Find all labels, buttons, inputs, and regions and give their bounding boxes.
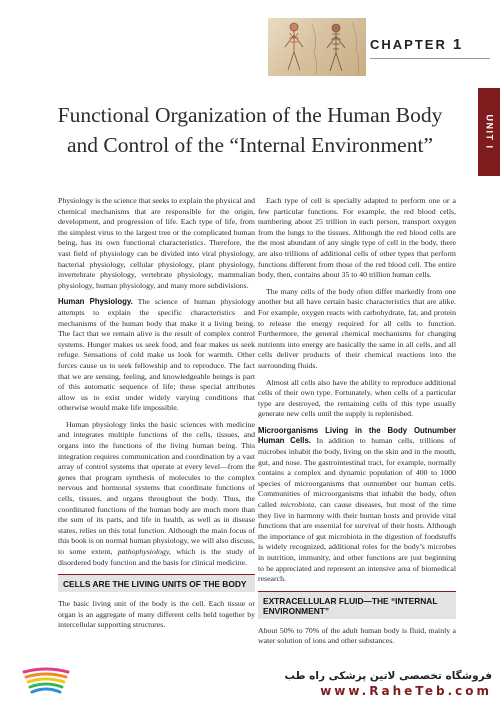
unit-tab: [478, 88, 500, 176]
chapter-word: CHAPTER: [370, 36, 447, 52]
left-column: [58, 196, 255, 664]
page-title: Functional Organization of the Human Body and Control of the “Internal Environment”: [57, 103, 443, 157]
human-physiology-heading: Human Physiology.: [58, 297, 133, 307]
microorganisms-heading: Microorganisms Living in the Body Outnumber Human Cells.: [258, 425, 456, 446]
intro-paragraph: Physiology is the science that seeks to explain the physical and chemical mechanisms that are responsible for the origin, development, and progression of life. Each type of life, from the simplest virus to the largest tree or the complicated human being, has its own functional characteristics. Therefore, the vast field of physiology can be divided into viral physiology, bacterial physiology, cellular physiology, plant physiology, invertebrate physiology, vertebrate physiology, mammalian physiology, human physiology, and many more subdivisions.: [58, 196, 255, 290]
unit-tab-label: UNIT I: [484, 114, 494, 150]
microorganisms-text-b: can cause diseases, but most of the time they live in harmony with their human hosts and provide vital functions that are essential for survival of their hosts. Although the importance of gut microbiota in the digestion of foodstuffs is widely recognized, additional roles for the body’s microbes in nutrition, immunity, and other functions are just beginning to be appreciated and represent an intensive area of biomedical research.: [258, 500, 456, 584]
store-title: فروشگاه تخصصی لاتین پزشکی راه طب: [284, 670, 492, 682]
chapter-number: 1: [452, 35, 464, 53]
microbiota-term: microbiota,: [280, 500, 317, 510]
right-column: [258, 196, 456, 664]
integration-text-b: which is the study of disordered body function and the basis for clinical medicine.: [58, 547, 255, 567]
human-physiology-text: The science of human physiology attempts to explain the specific characteristics and mechanisms of the human body that make it a living being. The fact that we remain alive is the result of complex control systems. Hunger makes us seek food, and fear makes us seek refuge. Sensations of cold make us look for warmth. Other forces cause us to seek fellowship and to reproduce. The fact that we are sensing, feeling, and knowledgeable beings is part of this automatic sequence of life; these special attributes allow us to exist under widely varying conditions that otherwise would make life impossible.: [58, 297, 255, 413]
header-divider: [370, 58, 490, 59]
section-heading-extracellular-fluid: EXTRACELLULAR FLUID—THE “INTERNAL ENVIRONMENT”: [258, 591, 456, 619]
microorganisms-text-a: In addition to human cells, trillions of microbes inhabit the body, living on the skin and in the mouth, gut, and nose. The gastrointestinal tract, for example, normally contains a complex and dynamic population of 400 to 1000 species of microorganisms that outnumber our human cells. Communities of microorganisms that inhabit the body, often called: [258, 436, 456, 510]
integration-text-a: Human physiology links the basic sciences with medicine and integrates multiple functions of the cells, tissues, and organs into the functions of the living human being. This integration requires communication and coordination by a vast array of control systems that operate at every level—from the genes that program synthesis of molecules to the complex nervous and hormonal systems that coordinate functions of cells, tissues, and organs throughout the body. Thus, the coordinated functions of the human body are much more than the sum of its parts, and life in health, as well as in disease states, relies on this total function. Although the main focus of this book is on normal human physiology, we will also discuss, to some extent,: [58, 419, 255, 556]
rainbow-book-logo-icon: [18, 660, 74, 698]
human-physiology-paragraph: [58, 297, 255, 414]
microorganisms-paragraph: [258, 426, 456, 585]
anatomy-illustration: [268, 18, 366, 76]
pathophysiology-term: pathophysiology,: [117, 547, 171, 556]
store-url[interactable]: www.RaheTeb.com: [320, 684, 492, 698]
cell-reproduction-paragraph: Almost all cells also have the ability to reproduce additional cells of their own type. Fortunately, when cells of a particular type are destroyed, the remaining cells of this type usually generate new cells until the supply is replenished.: [258, 377, 456, 419]
integration-paragraph: [58, 420, 255, 568]
extracellular-fluid-paragraph: About 50% to 70% of the adult human body is fluid, mainly a water solution of ions and other substances.: [258, 625, 456, 646]
cell-types-paragraph: Each type of cell is specially adapted to perform one or a few particular functions. For example, the red blood cells, numbering about 25 trillion in each person, transport oxygen from the lungs to the tissues. Although the red blood cells are the most abundant of any single type of cell in the body, there are also trillions of additional cells of other types that perform functions different from those of the red blood cell. The entire body, then, contains about 35 to 40 trillion human cells.: [258, 196, 456, 280]
section-heading-cells: CELLS ARE THE LIVING UNITS OF THE BODY: [58, 574, 255, 592]
cell-characteristics-paragraph: The many cells of the body often differ markedly from one another but all have certain basic characteristics that are alike. For example, oxygen reacts with carbohydrate, fat, and protein to release the energy required for all cells to function. Furthermore, the general chemical mechanisms for changing nutrients into energy are basically the same in all cells, and all cells deliver products of their chemical reactions into the surrounding fluids.: [258, 286, 456, 370]
cells-paragraph: The basic living unit of the body is the cell. Each tissue or organ is an aggregate of many different cells held together by intercellular supporting structures.: [58, 599, 255, 630]
chapter-label: [370, 32, 466, 56]
